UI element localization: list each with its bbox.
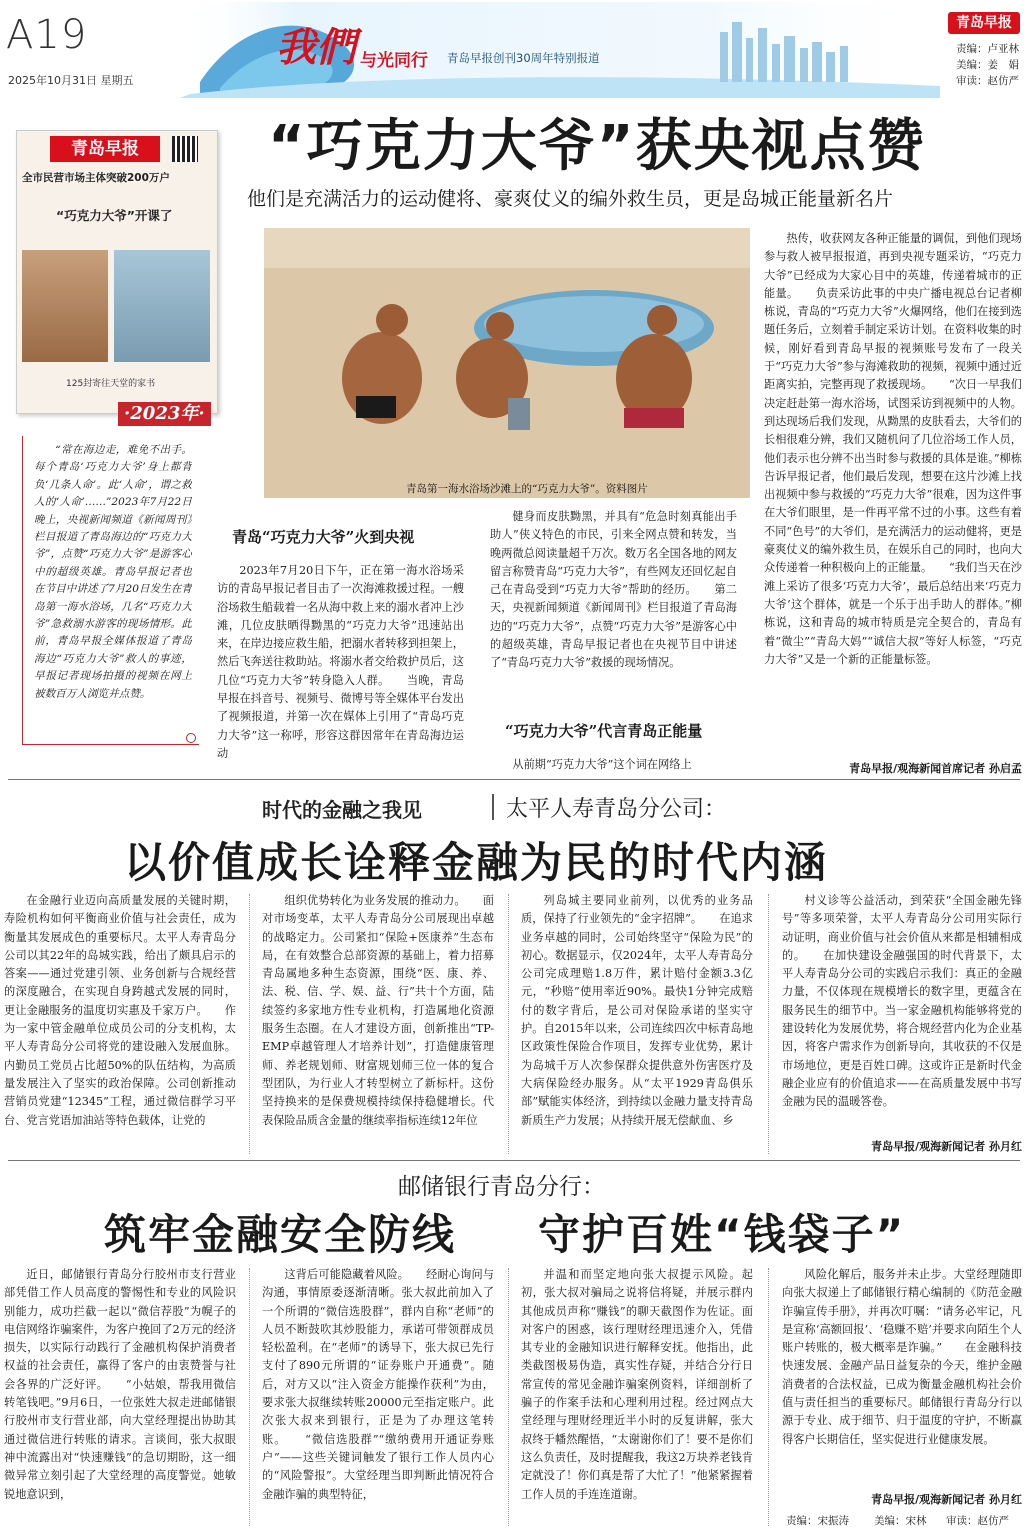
- thumbnail-caption: [34, 442, 192, 742]
- article3-col-rule-1: [249, 1268, 250, 1526]
- article2-col-rule-3: [768, 894, 769, 1154]
- header-reviewer: 审读：赵仿严: [956, 75, 1019, 87]
- thumbnail-bottom-line: 125封寄往天堂的家书: [66, 379, 156, 389]
- article2-byline: 青岛早报/观海新闻记者 孙月红: [871, 1140, 1022, 1153]
- article3-column-1: [4, 1266, 236, 1528]
- thumbnail-photo-left: [22, 250, 108, 362]
- footer-designer: 美编：宋林: [874, 1515, 927, 1527]
- article1-column-2-tail: [490, 756, 737, 774]
- article1-column-1: [217, 562, 464, 774]
- page-number: A19: [6, 12, 88, 58]
- article3-col1-text: 近日，邮储银行青岛分行胶州市支行营业部凭借工作人员高度的警惕性和专业的风险识别能力，成功拦截一起以“微信荐股”为幌子的电信网络诈骗案件，为客户挽回了2万元的经济损失，以实际行动践行了金融机构保护消费者权益的社会责任，赢得了客户的由衷赞誉与社会各界的广泛好评。 “小姑娘，帮我用微信转笔钱吧。”9月6日，一位张姓大叔走进邮储银行胶州市支行营业部，向大堂经理提出协助其通过微信进行转账的请求。言谈间，张大叔眼神中流露出对“快速赚钱”的急切期盼，这一细微异常立刻引起了大堂经理的高度警觉。她敏锐地意识到，: [4, 1268, 236, 1501]
- banner-subtitle: 青岛早报创刊30周年特别报道: [447, 51, 600, 65]
- divider-2: [8, 1160, 1020, 1161]
- article2-headline: 以价值成长诠释金融为民的时代内涵: [124, 838, 829, 887]
- beach-photo: [264, 228, 750, 498]
- article1-section2-title: “巧克力大爷”代言青岛正能量: [505, 722, 703, 740]
- article2-column-3: [521, 892, 753, 1154]
- article3-headline-left: 筑牢金融安全防线: [104, 1210, 457, 1259]
- header-editor: 责编：卢亚林: [956, 43, 1019, 55]
- article2-col2-text: 组织优势转化为业务发展的推动力。 面对市场变革，太平人寿青岛分公司展现出卓越的战略定力。公司紧扣“保险+医康养”生态布局，在有效整合总部资源的基础上，着力招募青岛属地多种生态资源，围绕“医、康、养、法、税、信、学、娱、益、行”共十个方面，陆续签约多家地方性专业机构，打造属地化资源服务生态圈。在人才建设方面，创新推出“TP-EMP卓越管理人才培养计划”，打造健康管理师、养老规划师、财富规划师三位一体的复合型团队，为行业人才转型树立了新标杆。这份坚持换来的是保费规模持续保持稳健增长。代表保险品质含金量的继续率指标连续12年位: [262, 894, 494, 1127]
- article3-headline-right: 守护百姓“钱袋子”: [538, 1210, 906, 1259]
- article2-col-rule-2: [508, 894, 509, 1154]
- article2-kicker-left: 时代的金融之我见: [262, 798, 422, 822]
- article3-col4-text: 风险化解后，服务并未止步。大堂经理随即向张大叔递上了邮储银行精心编制的《防范金融诈骗宣传手册》，并再次叮嘱：“请务必牢记，凡是宣称‘高额回报’、‘稳赚不赔’并要求向陌生个人账户转账的，极大概率是诈骗。” 在金融科技快速发展、金融产品日益复杂的今天，维护金融消费者的合法权益，已成为衡量金融机构社会价值与责任担当的重要标尺。邮储银行青岛分行以源于专业、成于细节、归于温度的守护，不断赢得客户长期信任，坚实促进行业健康发展。: [782, 1268, 1022, 1446]
- article1-col1-text: 2023年7月20日下午，正在第一海水浴场采访的青岛早报记者目击了一次海滩救援过程。一艘浴场救生船载着一名从海中救上来的溺水者冲上沙滩，几位皮肤晒得黝黑的“巧克力大爷”迅速站出来，在岸边接应救生船，把溺水者转移到担架上，然后飞奔送往救助站。将溺水者交给救护员后，这几位“巧克力大爷”转身隐入人群。 当晚，青岛早报在抖音号、视频号、微博号等全媒体平台发出了视频报道，并第一次在媒体上引用了“青岛巧克力大爷”这一称呼，形容这群因常年在青岛海边运动: [217, 564, 464, 760]
- article1-col2-tail-text: 从前期“巧克力大爷”这个词在网络上: [512, 758, 692, 771]
- article3-kicker: 邮储银行青岛分行：: [398, 1174, 605, 1200]
- article1-headline: “巧克力大爷”获央视点赞: [268, 114, 926, 179]
- article1-subtitle: 他们是充满活力的运动健将、豪爽仗义的编外救生员，更是岛城正能量新名片: [247, 188, 894, 210]
- article3-col2-text: 这背后可能隐藏着风险。 经耐心询问与沟通，事情原委逐渐清晰。张大叔此前加入了一个所谓的“微信选股群”，群内自称“老师”的人员不断鼓吹其炒股能力，承诺可带领群成员轻松盈利。在“老师”的诱导下，张大叔已先行支付了890元所谓的“证券账户开通费”。随后，对方又以“注入资金方能操作获利”为由，要求张大叔继续转账20000元至指定账户。此次张大叔来到银行，正是为了办理这笔转账。 “微信选股群”“缴纳费用开通证券账户”——这些关键词触发了银行工作人员内心的“风险警报”。大堂经理当即判断此情况符合金融诈骗的典型特征，: [262, 1268, 494, 1501]
- article1-byline: 青岛早报/观海新闻首席记者 孙启孟: [849, 762, 1022, 775]
- article3-col-rule-2: [508, 1268, 509, 1526]
- header-designer: 美编：姜 娟: [956, 59, 1019, 71]
- photo-caption: 青岛第一海水浴场沙滩上的“巧克力大爷”。资料图片: [406, 483, 648, 495]
- kicker-separator: [492, 794, 494, 820]
- divider-1: [8, 779, 1020, 780]
- article1-column-3: [764, 230, 1022, 757]
- caption-end-mark: [186, 733, 196, 743]
- article2-col4-text: 村义诊等公益活动，到荣获“全国金融先锋号”等多项荣誉，太平人寿青岛分公司用实际行动证明，商业价值与社会价值从来都是相辅相成的。 在加快建设金融强国的时代背景下，太平人寿青岛分公司的实践启示我们：真正的金融力量，不仅体现在规模增长的数字里，更蕴含在服务民生的细节中。当一家金融机构能够将党的建设转化为发展优势，将合规经营内化为企业基因，将客户需求作为创新导向，其收获的不仅是市场地位，更是百姓口碑。这或许正是新时代金融企业应有的价值追求——在高质量发展中书写金融为民的温暖答卷。: [782, 894, 1022, 1109]
- article3-column-3: [521, 1266, 753, 1528]
- article2-column-4: [782, 892, 1022, 1134]
- thumbnail-headline-1: 全市民营市场主体突破200万户: [22, 172, 170, 184]
- article1-col3-text: 热传，收获网友各种正能量的调侃，到他们现场参与救人被早报报道，再到央视专题采访，“巧克力大爷”已经成为大家心目中的英雄，传递着城市的正能量。 负责采访此事的中央广播电视总台记者柳栋说，青岛的“巧克力大爷”火爆网络，他们在接到选题任务后，立刻着手制定采访计划。在资料收集的时候，刚好看到青岛早报的视频账号发布了一段关于“巧克力大爷”参与海滩救助的视频，视频中通过近距离实拍，完整再现了救援现场。 “次日一早我们决定赶赴第一海水浴场，试图采访到视频中的人物。到达现场后我们发现，从黝黑的皮肤看去，大爷们的长相很难分辨，我们又随机问了几位浴场工作人员，他们表示也分辨不出当时参与救援的具体是谁。”柳栋告诉早报记者，他们最后发现，想要在这片沙滩上找出视频中参与救援的“巧克力大爷”很难，因为这件事在大爷们眼里，是一件再平常不过的小事。这些有着不同“色号”的大爷们，是充满活力的运动健将，更是豪爽仗义的编外救生员，在娱乐自己的同时，也向大众传递着一种积极向上的正能量。 “我们当天在沙滩上采访了很多‘巧克力大爷’，最后总结出来‘巧克力大爷’这个群体，就是一个乐于出手助人的群体。”柳栋说，这和青岛的城市特质是完全契合的，青岛有着“微尘”“青岛大妈”“诚信大叔”等好人标签，“巧克力大爷”又是一个新的正能量标签。: [764, 232, 1022, 666]
- article3-col-rule-3: [768, 1268, 769, 1526]
- thumbnail-photo-right: [114, 250, 210, 362]
- article2-column-1: [4, 892, 236, 1154]
- year-tag: ·2023年·: [118, 402, 211, 426]
- article2-column-2: [262, 892, 494, 1154]
- qr-code-icon: [172, 136, 198, 162]
- article1-section1-title: 青岛“巧克力大爷”火到央视: [232, 528, 415, 546]
- article2-kicker-right: 太平人寿青岛分公司：: [506, 797, 727, 822]
- front-page-thumbnail: [16, 130, 224, 430]
- thumbnail-headline-2: “巧克力大爷”开课了: [56, 208, 173, 223]
- article3-byline: 青岛早报/观海新闻记者 孙月红: [871, 1493, 1022, 1506]
- thumbnail-caption-text: “常在海边走，难免不出手。每个青岛‘巧克力大爷’身上都背负‘几条人命’。此‘人命’，谓之救人的‘人命’……”2023年7月22日晚上，央视新闻频道《新闻周刊》栏目报道了青岛海边的“巧克力大爷”，点赞“巧克力大爷”是游客心中的超级英雄。青岛早报记者也在节目中讲述了7月20日发生在青岛第一海水浴场，几名“巧克力大爷”急救溺水游客的现场情形。此前，青岛早报全媒体报道了青岛海边“巧克力大爷”救人的事迹，早报记者现场拍摄的视频在网上被数百万人浏览并点赞。: [34, 444, 192, 700]
- article2-col-rule-1: [249, 894, 250, 1154]
- footer-reviewer: 审读：赵仿严: [946, 1515, 1009, 1527]
- article1-col2-text: 健身而皮肤黝黑，并具有“危急时刻真能出手助人”侠义特色的市民，引来全网点赞和转发，当晚两微总阅读量超千万次。数万名全国各地的网友留言称赞青岛“巧克力大爷”，有些网友还回忆起自己在青岛受到“巧克力大爷”帮助的经历。 第二天，央视新闻频道《新闻周刊》栏目报道了青岛海边的“巧克力大爷”，点赞“巧克力大爷”是游客心中的超级英雄，青岛早报记者也在央视节目中讲述了“青岛巧克力大爷”救援的现场情况。: [490, 510, 737, 670]
- article3-col3-text: 并温和而坚定地向张大叔提示风险。起初，张大叔对骗局之说将信将疑，并展示群内其他成员声称“赚钱”的聊天截图作为佐证。面对客户的困惑，该行理财经理迅速介入，凭借其专业的金融知识进行解释安抚。他指出，此类截图极易伪造，真实性存疑，并结合分行日常宣传的常见金融诈骗案例资料，详细剖析了骗子的作案手法和心理利用过程。经过网点大堂经理与理财经理近半小时的反复讲解，张大叔终于幡然醒悟，“太谢谢你们了！要不是你们这么负责任，及时提醒我，我这2万块养老钱肯定就没了！你们真是帮了大忙了！”他紧紧握着工作人员的手连连道谢。: [521, 1268, 753, 1501]
- thumbnail-masthead: 青岛早报: [50, 136, 160, 162]
- footer-editor: 责编：宋振涛: [786, 1515, 849, 1527]
- article1-photo: [264, 228, 750, 498]
- article1-column-2: [490, 508, 737, 710]
- issue-date: 2025年10月31日 星期五: [8, 74, 134, 87]
- banner-slogan: 与光同行: [360, 51, 428, 71]
- article3-column-4: [782, 1266, 1022, 1488]
- article3-column-2: [262, 1266, 494, 1528]
- article2-col3-text: 列岛城主要同业前列，以优秀的业务品质，保持了行业领先的“金字招牌”。 在追求业务卓越的同时，公司始终坚守“保险为民”的初心。数据显示，仅2024年，太平人寿青岛分公司完成理赔1.8万件，累计赔付金额3.3亿元，“秒赔”使用率近90%。最快1分钟完成赔付的数字背后，是公司对保险承诺的坚实守护。自2015年以来，公司连续四次中标青岛地区政策性保险合作项目，发挥专业优势，累计为岛城千万人次参保群众提供意外伤害医疗及大病保险经办服务。从“太平1929青岛俱乐部”赋能实体经济，到持续以金融力量支持青岛新质生产力发展；从持续开展无偿献血、乡: [521, 894, 753, 1127]
- newspaper-logo: 青岛早报: [948, 12, 1020, 34]
- banner-title: 我們: [276, 25, 356, 71]
- article2-col1-text: 在金融行业迈向高质量发展的关键时期，寿险机构如何平衡商业价值与社会责任，成为衡量其发展成色的重要标尺。太平人寿青岛分公司以其22年的岛城实践，给出了颇具启示的答案——通过党建引领、业务创新与合规经营的深度融合，在实现自身跨越式发展的同时，更让金融服务的温度切实惠及千家万户。 作为一家中管金融单位成员公司的分支机构，太平人寿青岛分公司将党的建设融入发展血脉。内勤员工党员占比超50%的队伍结构，为高质量发展注入了坚实的政治保障。公司创新推动营销员党建“12345”工程，通过微信群学习平台、党言党语加油站等特色载体，让党的: [4, 894, 236, 1127]
